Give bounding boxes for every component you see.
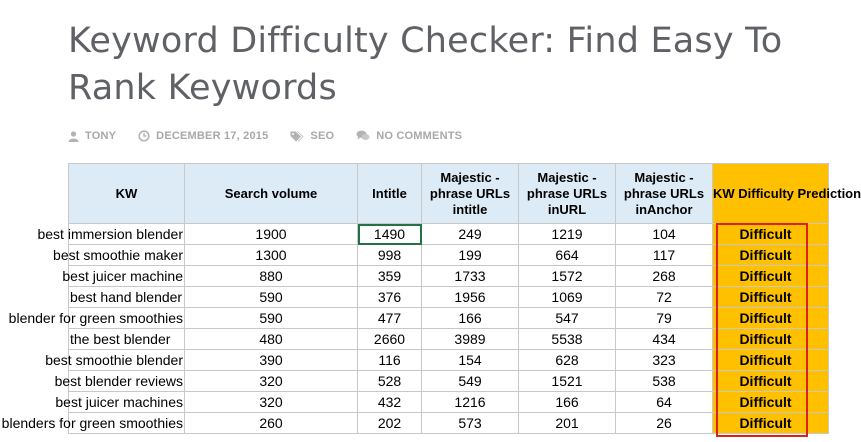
cell-majestic-intitle[interactable]: 1216 — [422, 392, 519, 413]
cell-intitle[interactable]: 359 — [358, 266, 422, 287]
cell-intitle[interactable]: 477 — [358, 308, 422, 329]
spreadsheet-screenshot — [1, 163, 861, 442]
table-row — [69, 224, 829, 245]
post-meta — [68, 128, 484, 144]
keyword-text: the best blender — [70, 331, 171, 347]
cell-search-volume[interactable]: 320 — [185, 371, 358, 392]
cell-majestic-inurl[interactable]: 201 — [519, 413, 616, 434]
cell-majestic-intitle[interactable]: 573 — [422, 413, 519, 434]
cell-intitle[interactable]: 528 — [358, 371, 422, 392]
cell-majestic-intitle[interactable]: 154 — [422, 350, 519, 371]
header-majestic-inanchor: Majestic - phrase URLs inAnchor — [616, 164, 713, 224]
table-row — [69, 266, 829, 287]
cell-majestic-inurl[interactable]: 1572 — [519, 266, 616, 287]
cell-intitle[interactable]: 432 — [358, 392, 422, 413]
cell-majestic-inanchor[interactable]: 117 — [616, 245, 713, 266]
header-intitle: Intitle — [358, 164, 422, 224]
header-search-volume: Search volume — [185, 164, 358, 224]
cell-prediction[interactable]: Difficult — [713, 350, 829, 371]
category-link: SEO — [310, 130, 335, 142]
cell-keyword[interactable] — [69, 329, 185, 350]
cell-majestic-inanchor[interactable]: 323 — [616, 350, 713, 371]
keyword-text: blender for green smoothies — [8, 310, 183, 326]
cell-keyword[interactable] — [45, 350, 185, 371]
table-header-row — [69, 164, 829, 224]
cell-keyword[interactable] — [53, 245, 185, 266]
cell-majestic-intitle[interactable]: 249 — [422, 224, 519, 245]
cell-majestic-intitle[interactable]: 3989 — [422, 329, 519, 350]
cell-majestic-intitle[interactable]: 549 — [422, 371, 519, 392]
cell-intitle[interactable]: 998 — [358, 245, 422, 266]
cell-intitle[interactable]: 2660 — [358, 329, 422, 350]
post-date: DECEMBER 17, 2015 — [156, 130, 269, 142]
meta-comments[interactable] — [356, 130, 462, 142]
cell-intitle[interactable]: 1490 — [358, 224, 422, 245]
cell-prediction[interactable]: Difficult — [713, 224, 829, 245]
header-kw: KW — [69, 164, 185, 224]
keyword-text: best immersion blender — [37, 226, 183, 242]
cell-keyword[interactable] — [1, 413, 185, 434]
table-row — [69, 392, 829, 413]
cell-search-volume[interactable]: 1900 — [185, 224, 358, 245]
cell-prediction[interactable]: Difficult — [713, 329, 829, 350]
cell-search-volume[interactable]: 480 — [185, 329, 358, 350]
cell-majestic-inurl[interactable]: 1219 — [519, 224, 616, 245]
cell-majestic-inurl[interactable]: 628 — [519, 350, 616, 371]
meta-category[interactable] — [290, 130, 334, 142]
table-row — [69, 308, 829, 329]
header-majestic-inurl: Majestic - phrase URLs inURL — [519, 164, 616, 224]
cell-majestic-inurl[interactable]: 5538 — [519, 329, 616, 350]
cell-keyword[interactable] — [55, 392, 185, 413]
table-row — [69, 329, 829, 350]
table-row — [69, 287, 829, 308]
cell-prediction[interactable]: Difficult — [713, 287, 829, 308]
cell-majestic-inanchor[interactable]: 26 — [616, 413, 713, 434]
cell-majestic-inanchor[interactable]: 538 — [616, 371, 713, 392]
cell-search-volume[interactable]: 320 — [185, 392, 358, 413]
cell-majestic-intitle[interactable]: 166 — [422, 308, 519, 329]
cell-keyword[interactable] — [69, 287, 185, 308]
table-row — [69, 350, 829, 371]
cell-prediction[interactable]: Difficult — [713, 245, 829, 266]
user-icon — [68, 131, 79, 142]
cell-majestic-inurl[interactable]: 664 — [519, 245, 616, 266]
cell-majestic-inanchor[interactable]: 268 — [616, 266, 713, 287]
cell-majestic-inanchor[interactable]: 72 — [616, 287, 713, 308]
keyword-text: best blender reviews — [54, 373, 183, 389]
keyword-text: best juicer machine — [62, 268, 183, 284]
meta-author[interactable] — [68, 130, 116, 142]
table-row — [69, 413, 829, 434]
keyword-table — [1, 163, 861, 434]
cell-search-volume[interactable]: 590 — [185, 287, 358, 308]
cell-majestic-intitle[interactable]: 199 — [422, 245, 519, 266]
cell-intitle[interactable]: 202 — [358, 413, 422, 434]
cell-prediction[interactable]: Difficult — [713, 308, 829, 329]
cell-search-volume[interactable]: 390 — [185, 350, 358, 371]
post-title: Keyword Difficulty Checker: Find Easy To Rank Keywords — [68, 21, 783, 108]
tag-icon — [290, 131, 304, 142]
cell-majestic-inurl[interactable]: 1521 — [519, 371, 616, 392]
meta-date[interactable] — [138, 130, 268, 142]
keyword-text: best smoothie blender — [45, 352, 183, 368]
cell-search-volume[interactable]: 260 — [185, 413, 358, 434]
cell-prediction[interactable]: Difficult — [713, 371, 829, 392]
cell-majestic-inurl[interactable]: 1069 — [519, 287, 616, 308]
cell-majestic-inanchor[interactable]: 434 — [616, 329, 713, 350]
cell-prediction[interactable]: Difficult — [713, 266, 829, 287]
cell-majestic-inanchor[interactable]: 79 — [616, 308, 713, 329]
cell-search-volume[interactable]: 590 — [185, 308, 358, 329]
keyword-text: best juicer machines — [55, 394, 183, 410]
table-row — [69, 245, 829, 266]
cell-intitle[interactable]: 116 — [358, 350, 422, 371]
cell-keyword[interactable] — [54, 371, 185, 392]
comments-link: NO COMMENTS — [376, 130, 463, 142]
keyword-text: blenders for green smoothies — [1, 415, 183, 431]
cell-prediction[interactable]: Difficult — [713, 392, 829, 413]
comments-icon — [356, 130, 370, 142]
cell-majestic-inurl[interactable]: 166 — [519, 392, 616, 413]
cell-majestic-inurl[interactable]: 547 — [519, 308, 616, 329]
cell-majestic-inanchor[interactable]: 104 — [616, 224, 713, 245]
cell-keyword[interactable] — [37, 224, 185, 245]
keyword-text: best hand blender — [70, 289, 183, 305]
cell-intitle[interactable]: 376 — [358, 287, 422, 308]
cell-majestic-inanchor[interactable]: 64 — [616, 392, 713, 413]
cell-prediction[interactable]: Difficult — [713, 413, 829, 434]
table-row — [69, 371, 829, 392]
cell-keyword[interactable] — [62, 266, 185, 287]
header-kw-difficulty-prediction: KW Difficulty Prediction — [713, 164, 829, 224]
cell-majestic-intitle[interactable]: 1956 — [422, 287, 519, 308]
keyword-text: best smoothie maker — [53, 247, 183, 263]
author-name: TONY — [85, 130, 117, 142]
cell-search-volume[interactable]: 880 — [185, 266, 358, 287]
header-majestic-intitle: Majestic - phrase URLs intitle — [422, 164, 519, 224]
clock-icon — [138, 130, 150, 142]
cell-majestic-intitle[interactable]: 1733 — [422, 266, 519, 287]
cell-search-volume[interactable]: 1300 — [185, 245, 358, 266]
cell-keyword[interactable] — [8, 308, 185, 329]
